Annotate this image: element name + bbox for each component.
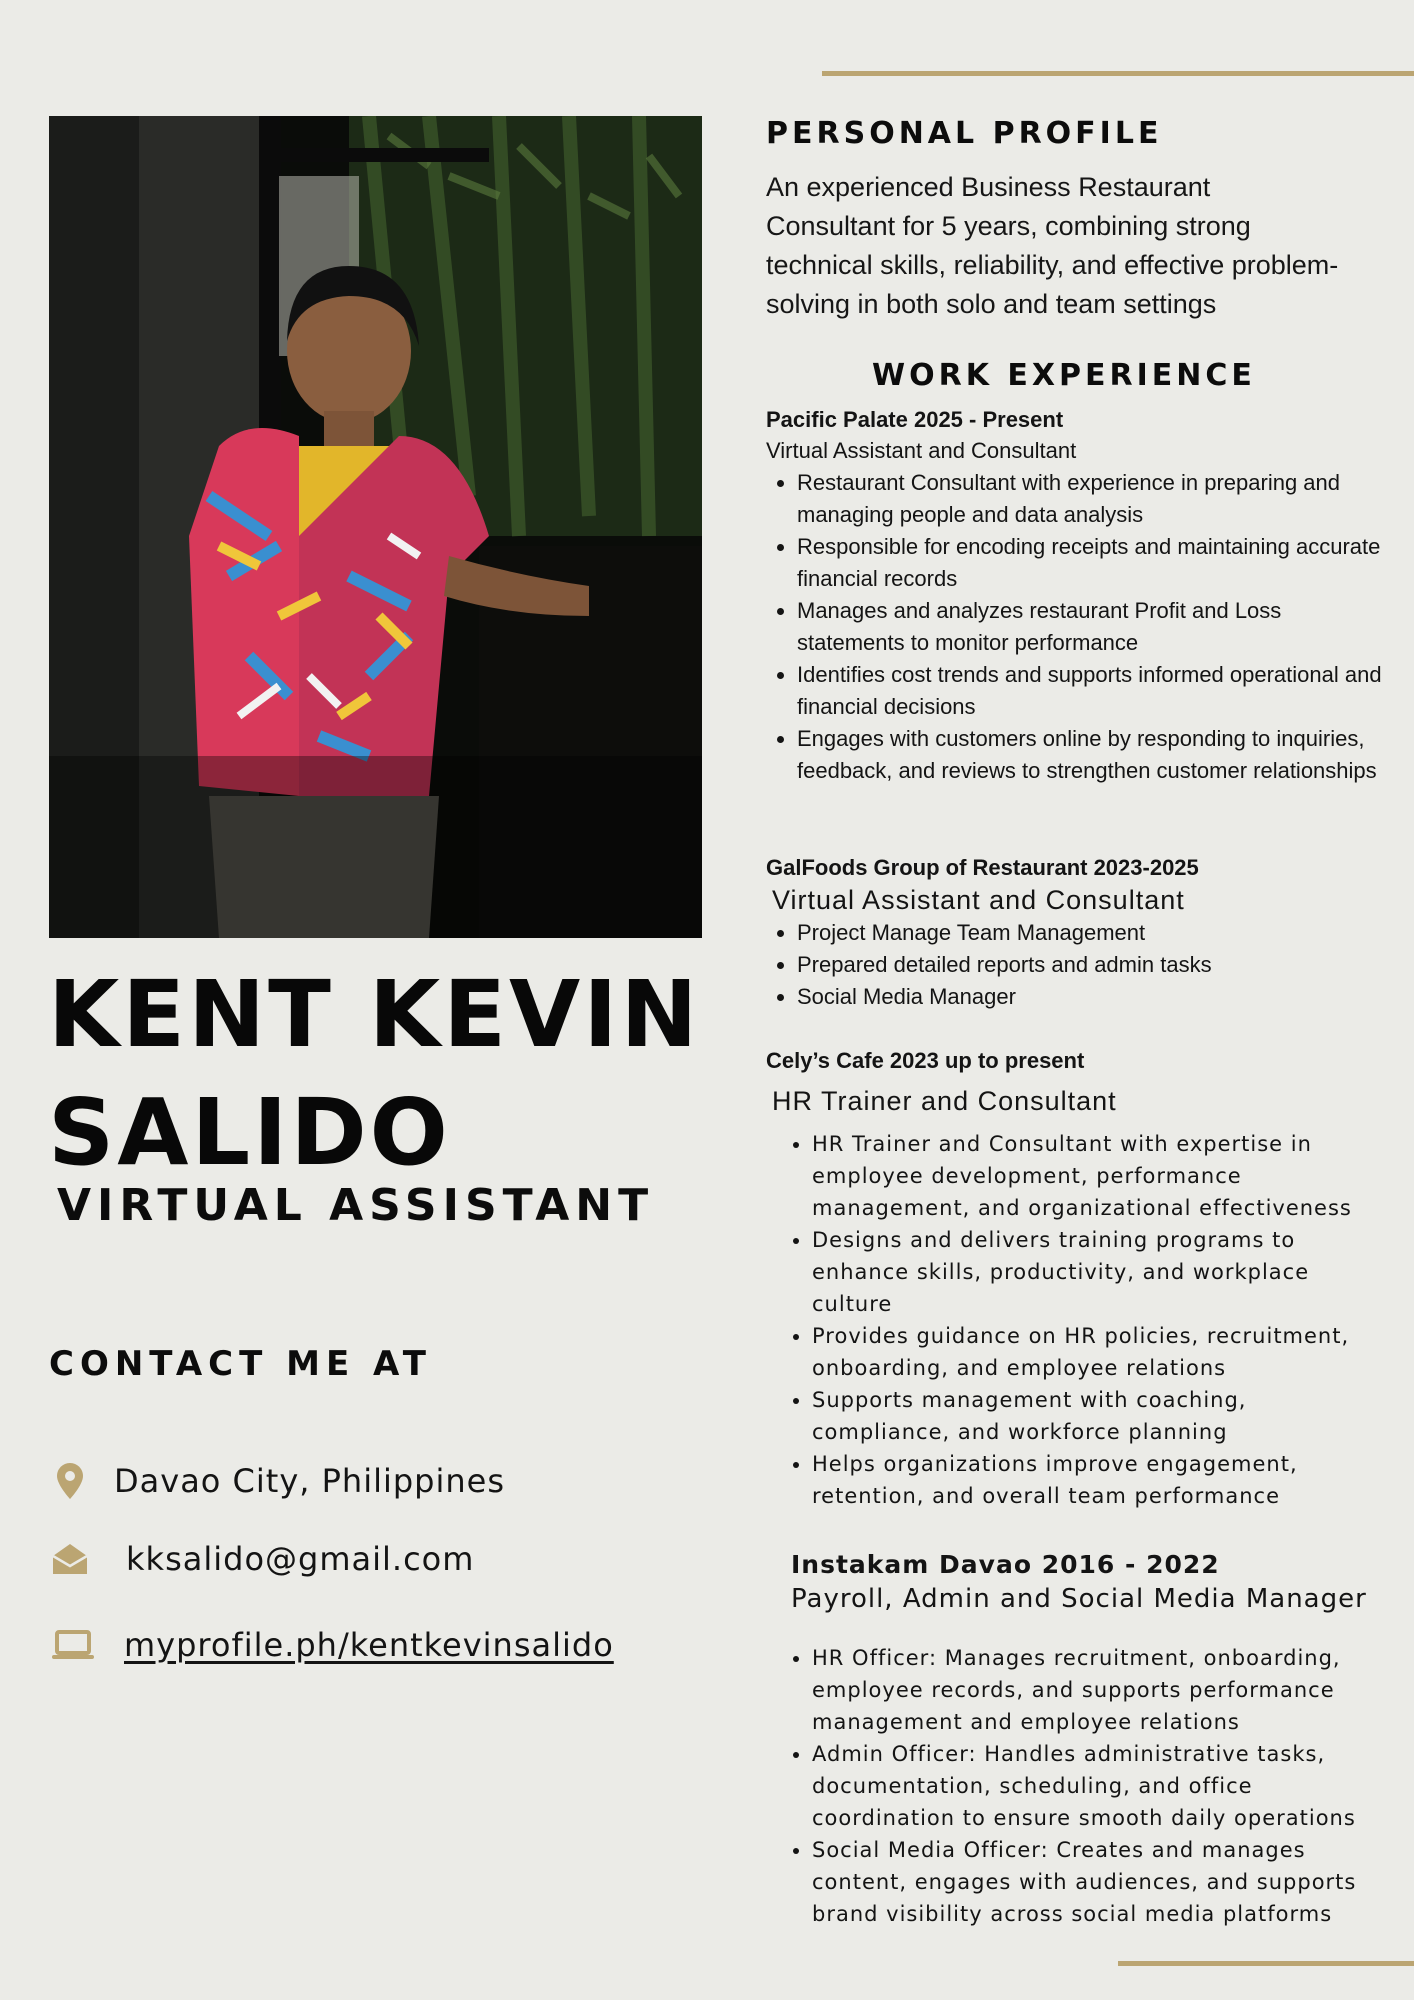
laptop-icon	[52, 1627, 94, 1663]
contact-heading: CONTACT ME AT	[49, 1344, 432, 1384]
job-bullets	[791, 1642, 1391, 1930]
job-bullet: • Manages and analyzes restaurant Profit and Loss statements to monitor performance	[797, 595, 1386, 659]
job-bullet: • Engages with customers online by responding to inquiries, feedback, and reviews to strengthen customer relationships	[797, 723, 1386, 787]
job-bullet: • Social Media Manager	[797, 981, 1386, 1013]
contact-location	[52, 1462, 505, 1500]
job-bullet: • Prepared detailed reports and admin tasks	[797, 949, 1386, 981]
job-company: GalFoods Group of Restaurant 2023-2025	[766, 855, 1199, 880]
job-bullet: • HR Officer: Manages recruitment, onboarding, employee records, and supports performance management and employee relations	[812, 1642, 1391, 1738]
job-bullet: • Supports management with coaching, compliance, and workforce planning	[812, 1384, 1386, 1448]
job-entry	[766, 853, 1386, 1013]
job-bullet: • Provides guidance on HR policies, recruitment, onboarding, and employee relations	[812, 1320, 1386, 1384]
name-line-1: KENT KEVIN	[48, 961, 701, 1068]
accent-line-bottom	[1118, 1961, 1414, 1966]
job-company: Cely’s Cafe 2023 up to present	[766, 1048, 1085, 1073]
job-bullet: • Social Media Officer: Creates and manages content, engages with audiences, and supports brand visibility across social media platforms	[812, 1834, 1391, 1930]
job-entry	[766, 1046, 1386, 1512]
job-entry	[766, 405, 1386, 787]
job-bullet: • Responsible for encoding receipts and maintaining accurate financial records	[797, 531, 1386, 595]
job-entry	[791, 1548, 1391, 1930]
personal-profile-text: An experienced Business Restaurant Consultant for 5 years, combining strong technical skills, reliability, and effective problem-solving in both solo and team settings	[766, 172, 1339, 319]
role-title: VIRTUAL ASSISTANT	[57, 1180, 655, 1231]
website-link[interactable]: myprofile.ph/kentkevinsalido	[124, 1626, 614, 1664]
location-text: Davao City, Philippines	[114, 1462, 506, 1500]
job-bullets	[766, 1128, 1386, 1512]
job-bullets	[766, 917, 1386, 1013]
envelope-open-icon	[52, 1541, 88, 1577]
work-experience-heading: WORK EXPERIENCE	[872, 358, 1256, 393]
job-bullet: • Admin Officer: Handles administrative tasks, documentation, scheduling, and office coordination to ensure smooth daily operations	[812, 1738, 1391, 1834]
job-bullets	[766, 467, 1386, 787]
job-position: HR Trainer and Consultant	[772, 1086, 1117, 1116]
job-bullet: • Helps organizations improve engagement, retention, and overall team performance	[812, 1448, 1386, 1512]
contact-website[interactable]	[52, 1626, 614, 1664]
job-position: Virtual Assistant and Consultant	[766, 438, 1077, 463]
name-line-2: SALIDO	[48, 1079, 451, 1186]
location-pin-icon	[52, 1463, 88, 1499]
job-company: Pacific Palate 2025 - Present	[766, 407, 1064, 432]
profile-photo	[49, 116, 702, 938]
job-position: Virtual Assistant and Consultant	[772, 885, 1185, 915]
job-bullet: • HR Trainer and Consultant with expertise in employee development, performance management, and organizational effectiveness	[812, 1128, 1386, 1224]
job-bullet: • Designs and delivers training programs to enhance skills, productivity, and workplace culture	[812, 1224, 1386, 1320]
job-bullet: • Project Manage Team Management	[797, 917, 1386, 949]
job-bullet: • Restaurant Consultant with experience in preparing and managing people and data analysis	[797, 467, 1386, 531]
full-name	[48, 956, 748, 1192]
email-text[interactable]: kksalido@gmail.com	[126, 1540, 475, 1578]
job-position: Payroll, Admin and Social Media Manager	[791, 1584, 1367, 1614]
job-company: Instakam Davao 2016 - 2022	[791, 1550, 1220, 1579]
contact-email[interactable]	[52, 1540, 474, 1578]
personal-profile-heading: PERSONAL PROFILE	[766, 116, 1163, 151]
accent-line-top	[822, 71, 1414, 76]
job-bullet: • Identifies cost trends and supports informed operational and financial decisions	[797, 659, 1386, 723]
